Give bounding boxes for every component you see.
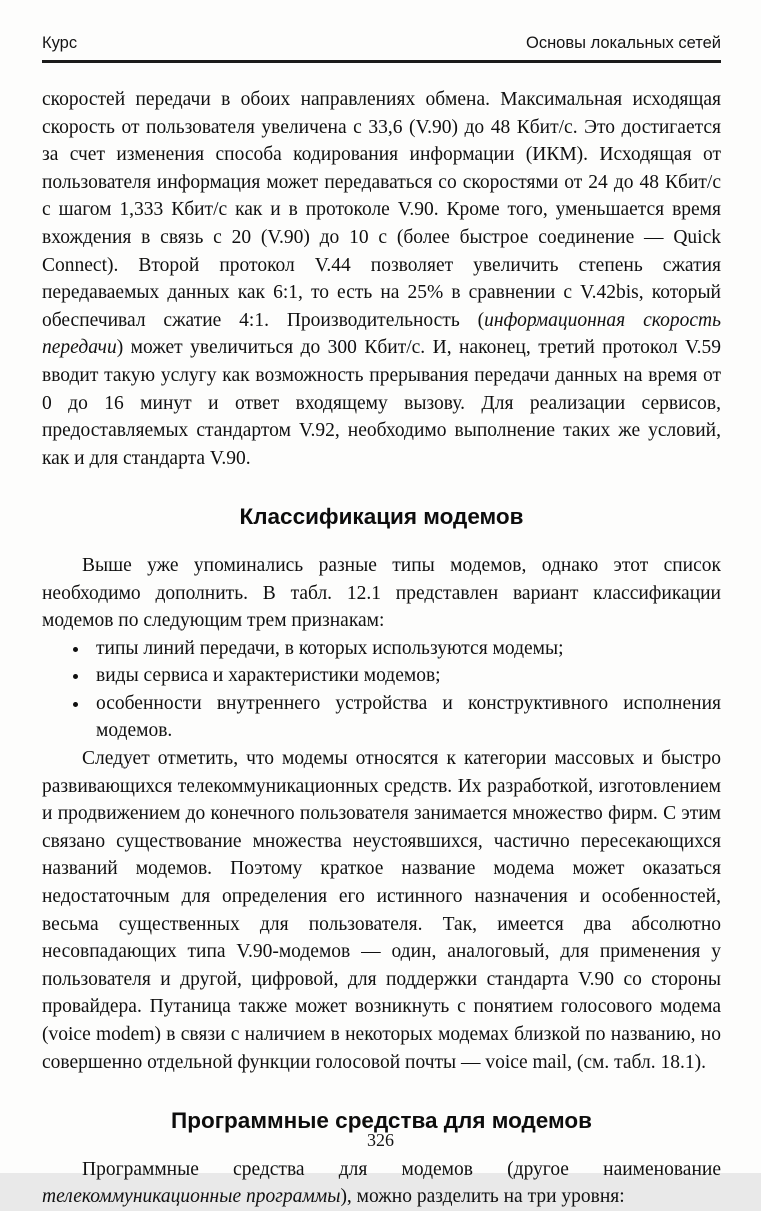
bullet-list — [42, 635, 721, 745]
list-item: • типы линий передачи, в которых используются модемы; — [90, 635, 721, 663]
text-run: скоростей передачи в обоих направлениях обмена. Максимальная исходящая скорость от пользователя увеличена с 33,6 (V.90) до 48 Кбит/с. Это достигается за счет изменения способа кодирования информации (ИКМ). Исходящая от пользователя информация может передаваться со скоростями от 24 до 48 Кбит/с с шагом 1,333 Кбит/с как и в протоколе V.90. Кроме того, уменьшается время вхождения в связь с 20 (V.90) до 10 с (более быстрое соединение — Quick Connect). Второй протокол V.44 позволяет увеличить степень сжатия передаваемых данных как 6:1, то есть на 25% в сравнении с V.42bis, который обеспечивал сжатие 4:1. Производительность ( — [42, 89, 721, 331]
header-course-label: Курс — [42, 34, 78, 52]
header-rule — [42, 60, 721, 63]
text-run: ) может увеличиться до 300 Кбит/с. И, наконец, третий протокол V.59 вводит такую услугу как возможность прерывания передачи данных на время от 0 до 16 минут и ответ входящему вызову. Для реализации сервисов, предоставляемых стандартом V.92, необходимо выполнение таких же условий, как и для стандарта V.90. — [42, 337, 721, 469]
list-item: • особенности внутреннего устройства и конструктивного исполнения модемов. — [90, 690, 721, 745]
text-run: ), можно разделить на три уровня: — [340, 1186, 625, 1208]
page-number: 326 — [367, 1130, 394, 1150]
paragraph-modem-types — [42, 745, 721, 1076]
text-run: Следует отметить, что модемы относятся к категории массовых и быстро развивающихся телекоммуникационных средств. Их разработкой, изготовлением и продвижением до конечного пользователя занимается множество фирм. С этим связано существование множества неустоявшихся, частично пересекающихся названий модемов. Поэтому краткое название модема может оказаться недостаточным для определения его истинного назначения и особенностей, весьма существенных для пользователя. Так, имеется два абсолютно несовпадающих типа V.90-модемов — один, аналоговый, для применения у пользователя и другой, цифровой, для поддержки стандарта V.90 со стороны провайдера. Путаница также может возникнуть с понятием голосового модема (voice modem) в связи с наличием в некоторых модемах близкой по названию, но совершенно отдельной функции голосовой почты — voice mail, (см. табл. 18.1). — [42, 748, 721, 1073]
section-heading-classification: Классификация модемов — [239, 504, 524, 530]
list-item: • виды сервиса и характеристики модемов; — [90, 662, 721, 690]
text-run: Выше уже упоминались разные типы модемов, однако этот список необходимо дополнить. В табл. 12.1 представлен вариант классификации модемов по следующим трем признакам: — [42, 554, 721, 632]
page-footer — [0, 1130, 761, 1151]
paragraph-v92-protocols — [42, 86, 721, 472]
italic-text-run: телекоммуникационные программы — [42, 1186, 341, 1208]
page-header — [42, 34, 721, 53]
paragraph-software-intro — [42, 1156, 721, 1211]
text-run: Программные средства для модемов (другое наименование — [82, 1158, 721, 1180]
italic-text-run: информационная скорость передачи — [42, 309, 722, 359]
section-heading-software: Программные средства для модемов — [171, 1108, 592, 1134]
page-body — [42, 86, 721, 1211]
paragraph-classification-intro — [42, 552, 721, 635]
header-book-title: Основы локальных сетей — [525, 34, 721, 52]
